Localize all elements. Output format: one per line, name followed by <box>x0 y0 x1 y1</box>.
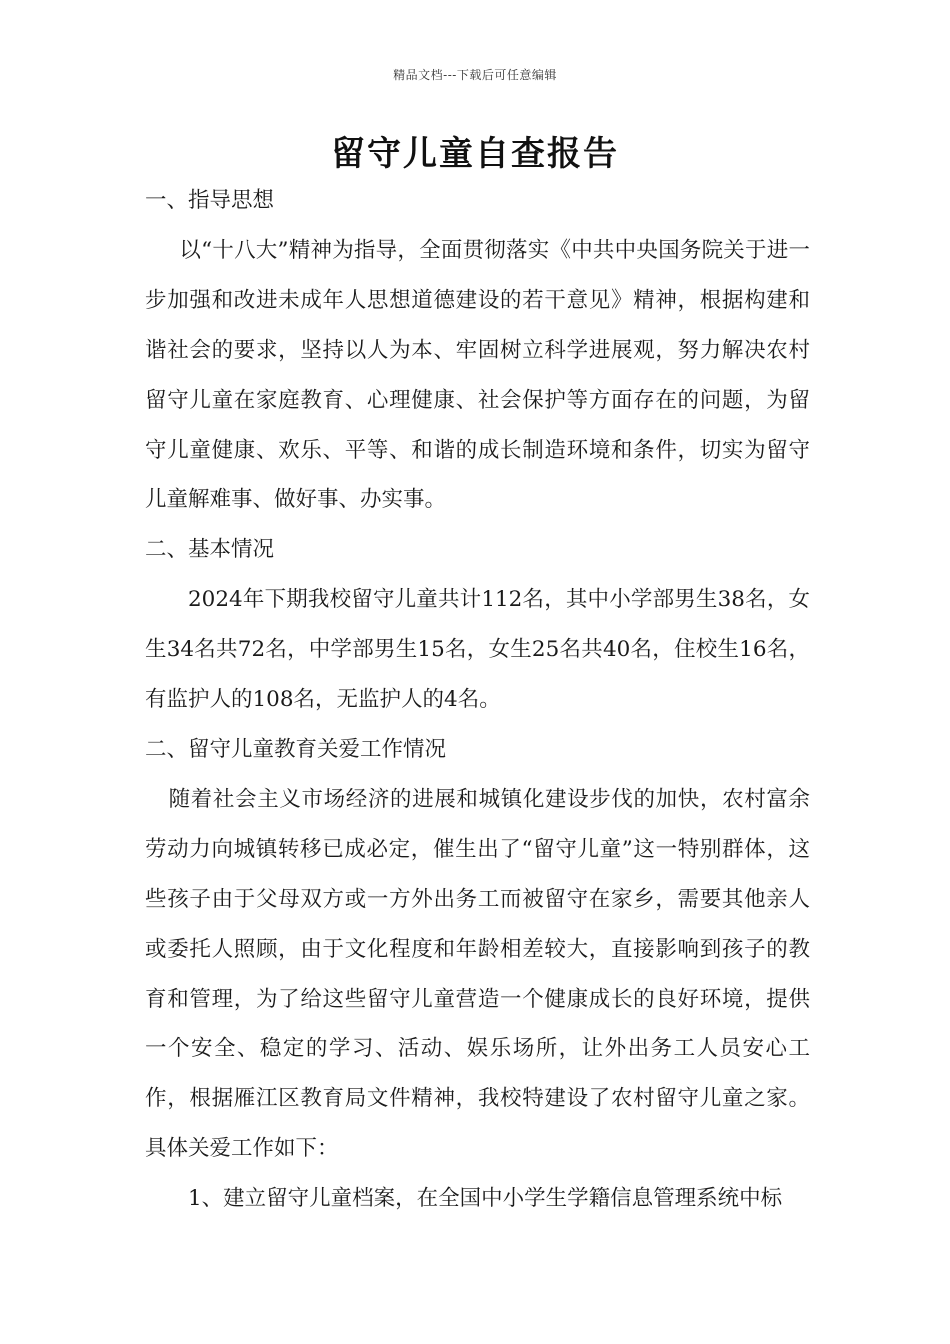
section-heading-care-work: 二、留守儿童教育关爱工作情况 <box>145 736 447 762</box>
document-title: 留守儿童自查报告 <box>331 134 619 174</box>
list-item-1: 1、建立留守儿童档案，在全国中小学生学籍信息管理系统中标 <box>188 1186 783 1212</box>
header-note: 精品文档---下载后可任意编辑 <box>393 68 557 82</box>
paragraph-care-work: 随着社会主义市场经济的进展和城镇化建设步伐的加快，农村富余劳动力向城镇转移已成必定，催生出了“留守儿童”这一特别群体，这些孩子由于父母双方或一方外出务工而被留守在家乡，需要其他亲人或委托人照顾，由于文化程度和年龄相差较大，直接影响到孩子的教育和管理，为了给这些留守儿童营造一个健康成长的良好环境，提供一个安全、稳定的学习、活动、娱乐场所，让外出务工人员安心工作，根据雁江区教育局文件精神，我校特建设了农村留守儿童之家。 具体关爱工作如下： <box>145 786 810 1162</box>
section-heading-basic-situation: 二、基本情况 <box>145 537 275 563</box>
document-body <box>145 176 810 1224</box>
section-heading-guiding-ideology: 一、指导思想 <box>145 188 275 213</box>
paragraph-basic-situation: 2024年下期我校留守儿童共计112名，其中小学部男生38名，女生34名共72名，中学部男生15名，女生25名共40名，住校生16名，有监护人的108名，无监护人的4名。 <box>145 587 810 713</box>
paragraph-guiding-ideology: 以“十八大”精神为指导，全面贯彻落实《中共中央国务院关于进一步加强和改进未成年人思想道德建设的若干意见》精神，根据构建和谐社会的要求，坚持以人为本、牢固树立科学进展观，努力解决农村留守儿童在家庭教育、心理健康、社会保护等方面存在的问题，为留守儿童健康、欢乐、平等、和谐的成长制造环境和条件，切实为留守儿童解难事、做好事、办实事。 <box>145 237 810 513</box>
